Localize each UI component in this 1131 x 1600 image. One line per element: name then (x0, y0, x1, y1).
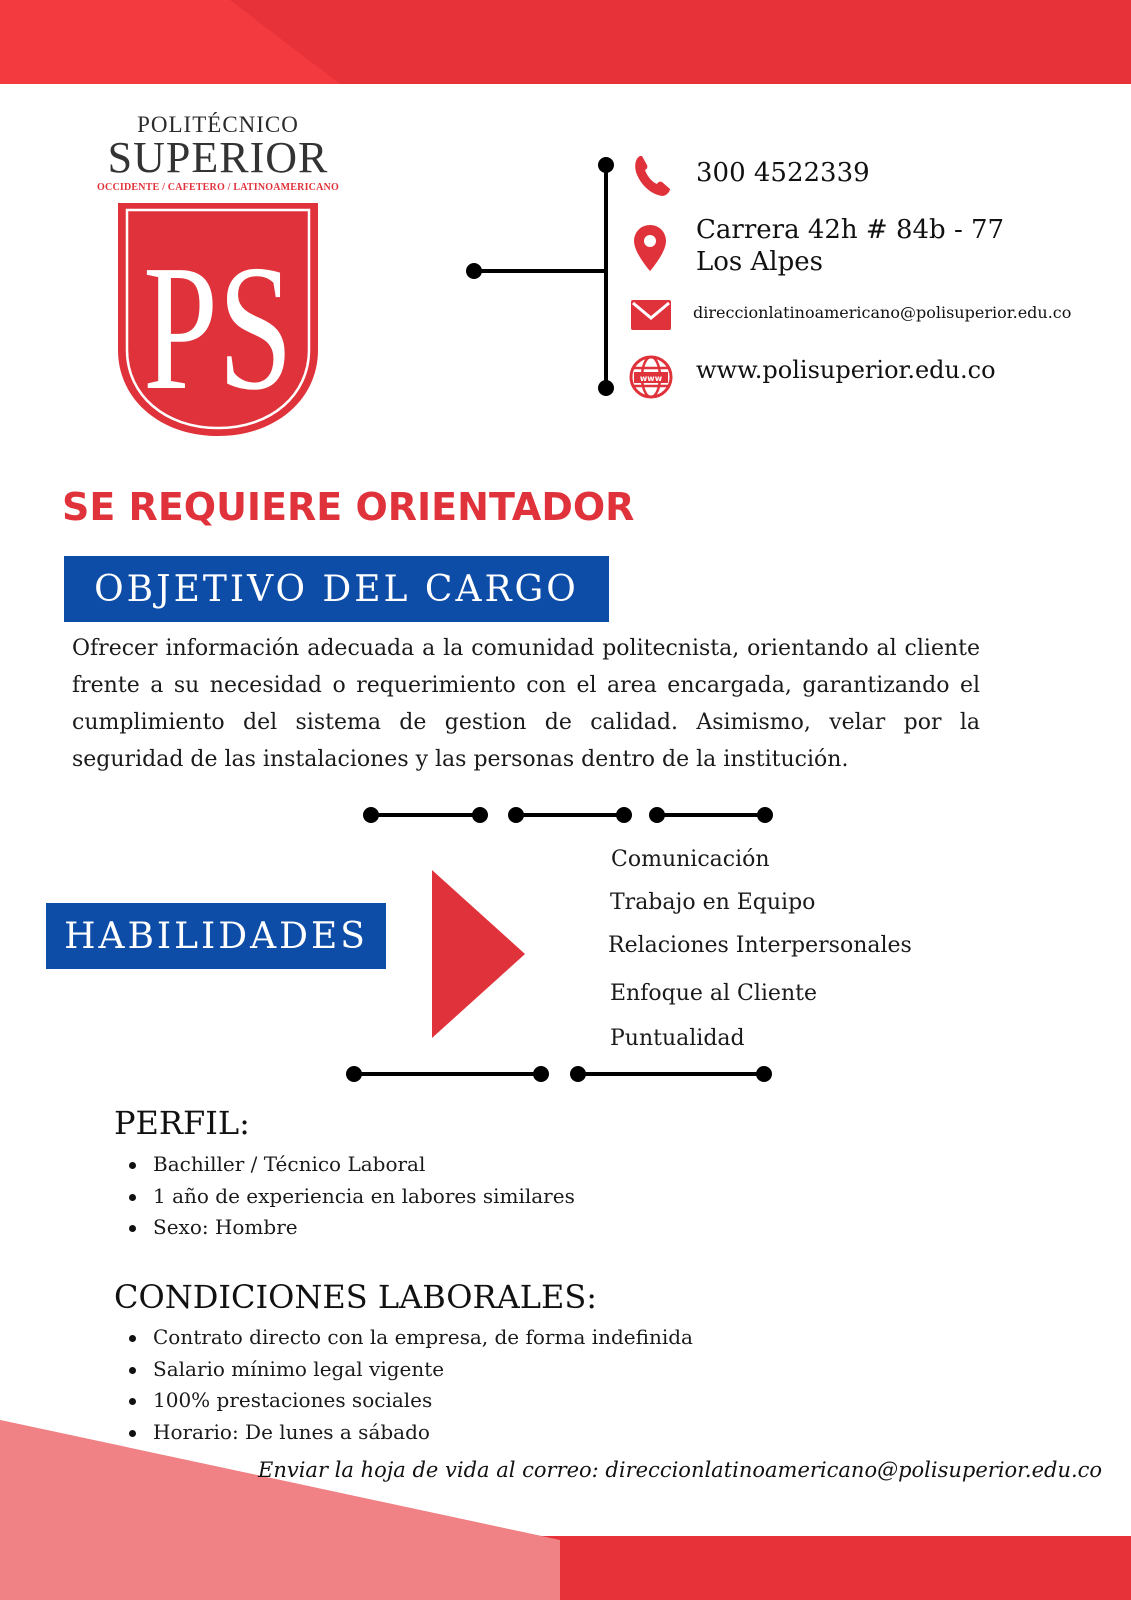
objective-text: Ofrecer información adecuada a la comunidad politecnista, orientando al cliente frente a su necesidad o requerimiento con el area encargada, garantizando el cumplimiento del sistema de gestion de calidad. Asimismo, velar por la seguridad de las instalaciones y las personas dentro de la institución. (72, 636, 980, 772)
website-link[interactable]: www.polisuperior.edu.co (696, 356, 996, 384)
skill-item: Puntualidad (610, 1026, 745, 1051)
play-arrow-icon (430, 868, 530, 1040)
skill-item: Comunicación (611, 847, 770, 872)
footer-apply-instructions: Enviar la hoja de vida al correo: direccionlatinoamericano@polisuperior.edu.co (258, 1458, 1103, 1482)
skill-item: Trabajo en Equipo (610, 890, 816, 915)
logo-line-superior: SUPERIOR (107, 133, 329, 182)
list-item: 100% prestaciones sociales (115, 1385, 693, 1417)
phone-icon (632, 154, 672, 198)
shield-logo (115, 200, 321, 440)
top-red-band (0, 0, 1131, 84)
skill-item: Enfoque al Cliente (610, 981, 817, 1006)
objective-title: OBJETIVO DEL CARGO (64, 556, 609, 622)
contact-connector-lines (460, 155, 620, 400)
conditions-title: CONDICIONES LABORALES: (114, 1278, 598, 1316)
conditions-list (115, 1322, 693, 1448)
skills-title: HABILIDADES (46, 903, 386, 969)
list-item: Salario mínimo legal vigente (115, 1354, 693, 1386)
upper-divider-lines (360, 805, 780, 825)
job-headline: SE REQUIERE ORIENTADOR (62, 485, 635, 529)
address (696, 214, 1004, 278)
address-line-1: Carrera 42h # 84b - 77 (696, 215, 1005, 245)
svg-text:www: www (639, 374, 663, 383)
logo-tagline: OCCIDENTE / CAFETERO / LATINOAMERICANO (97, 182, 339, 193)
location-pin-icon (632, 223, 668, 273)
globe-www-icon (628, 354, 674, 400)
profile-list (115, 1149, 575, 1244)
lower-divider-lines (342, 1064, 782, 1084)
list-item: 1 año de experiencia en labores similares (115, 1181, 575, 1213)
email-icon (630, 298, 672, 332)
email-address: direccionlatinoamericano@polisuperior.edu.co (693, 303, 1072, 322)
list-item: Contrato directo con la empresa, de forma indefinida (115, 1322, 693, 1354)
profile-title: PERFIL: (114, 1104, 250, 1142)
list-item: Horario: De lunes a sábado (115, 1417, 693, 1449)
address-line-2: Los Alpes (696, 247, 823, 277)
list-item: Bachiller / Técnico Laboral (115, 1149, 575, 1181)
skill-item: Relaciones Interpersonales (608, 933, 912, 958)
list-item: Sexo: Hombre (115, 1212, 575, 1244)
institution-logo (88, 112, 348, 193)
phone-number: 300 4522339 (696, 158, 870, 188)
shield-monogram: PS (143, 228, 293, 427)
logo-line-politecnico: POLITÉCNICO (137, 112, 299, 137)
